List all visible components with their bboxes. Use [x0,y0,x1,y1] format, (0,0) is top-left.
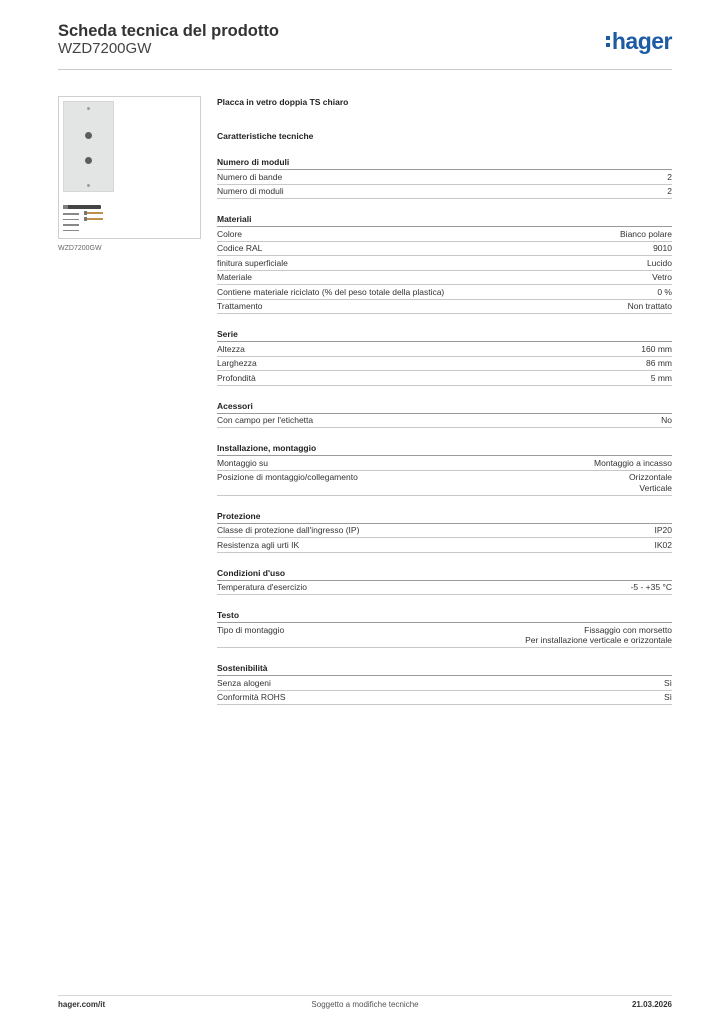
spec-label: Posizione di montaggio/collegamento [217,472,358,482]
spec-row [217,256,672,271]
spec-label: Materiale [217,272,252,282]
spec-label: Contiene materiale riciclato (% del peso totale della plastica) [217,286,445,297]
screw-icon [87,184,90,187]
socket-hole-icon [85,157,92,164]
spec-value-line: IK02 [654,539,672,550]
spec-section [217,510,672,553]
spec-label: Codice RAL [217,243,263,253]
screw-icon [87,107,90,110]
spec-label: Colore [217,228,243,239]
spec-label: Tipo di montaggio [217,624,285,635]
spec-label: Numero di moduli [217,186,284,196]
spec-section [217,328,672,386]
spec-value [667,186,672,197]
spec-label: Trattamento [217,301,263,311]
spec-row [217,342,672,357]
spec-value [667,172,672,183]
spec-label: Altezza [217,343,245,354]
logo-mark-icon [606,36,610,47]
page-header [58,20,672,70]
spec-value-line: Sì [663,677,672,688]
spec-value [628,301,672,312]
spec-label: Numero di bande [217,171,283,182]
spec-content [217,96,672,705]
spec-value [655,540,673,551]
spec-value-line: 5 mm [650,372,672,383]
section-title: Numero di moduli [217,156,672,170]
spec-value-line: Vetro [652,272,672,282]
spec-row [217,676,672,691]
spec-label: Temperatura d'esercizio [217,582,307,592]
section-title: Installazione, montaggio [217,442,672,456]
spec-value [647,258,672,269]
spec-label: Senza alogeni [217,677,271,688]
spec-value [631,582,672,593]
spec-row [217,456,672,471]
image-caption: WZD7200GW [58,245,102,252]
socket-hole-icon [85,132,92,139]
label-lines-icon [63,213,79,235]
spec-section [217,567,672,596]
spec-value-line: Montaggio a incasso [594,457,672,468]
spec-value-line: Bianco polare [620,228,672,239]
footer-website[interactable]: hager.com/it [58,1000,106,1009]
section-title: Serie [217,328,672,342]
spec-label: Conformità ROHS [217,692,286,702]
spec-row [217,623,672,648]
spec-value [655,525,673,536]
spec-section [217,662,672,705]
spec-row [217,524,672,539]
spec-section [217,213,672,314]
spec-sections [217,156,672,705]
section-title: Materiali [217,213,672,227]
spec-label: Con campo per l'etichetta [217,415,314,425]
tech-characteristics-title: Caratteristiche tecniche [217,131,314,141]
spec-row [217,414,672,429]
spec-row [217,581,672,596]
header-divider [58,69,672,70]
spec-value-line: Orizzontale [629,472,672,482]
glass-plate-image [63,101,114,192]
spec-label: Profondità [217,372,256,383]
spec-value-line: 0 % [657,286,672,297]
spec-value [657,287,672,298]
spec-value [651,373,672,384]
spec-label: Classe di protezione dall'ingresso (IP) [217,525,360,535]
spec-value [653,243,672,254]
spec-value [664,692,672,703]
spec-section [217,400,672,429]
spec-value-line: 160 mm [641,343,672,354]
spec-section [217,442,672,496]
spec-row [217,170,672,185]
page-footer [58,995,672,1010]
spec-value-line: 9010 [653,243,672,253]
spec-value-line: Verticale [639,482,672,493]
spec-value [664,678,672,689]
spec-row [217,300,672,315]
screws-icon [85,212,103,224]
section-title: Condizioni d'uso [217,567,672,581]
spec-value [661,415,672,426]
spec-value [594,458,672,469]
spec-row [217,691,672,706]
section-title: Testo [217,609,672,623]
spec-value-line: IP20 [654,525,672,535]
logo-text: hager [611,28,672,54]
spec-label: finitura superficiale [217,257,288,268]
spec-row [217,471,672,496]
spec-section [217,156,672,199]
spec-row [217,185,672,200]
spec-value [641,344,672,355]
spec-row [217,285,672,300]
spec-row [217,242,672,257]
spec-value-line: Lucido [646,257,672,268]
section-title: Sostenibilità [217,662,672,676]
spec-label: Montaggio su [217,457,269,468]
spec-value [629,472,672,493]
hager-logo [606,28,672,55]
document-title: Scheda tecnica del prodotto [58,22,279,40]
product-image [58,96,201,239]
spec-value-line: No [661,415,672,425]
spec-label: Larghezza [217,358,257,368]
spec-value-line: 2 [667,171,672,182]
spec-value-line: 86 mm [646,358,672,368]
spec-row [217,227,672,242]
spec-row [217,538,672,553]
footer-note: Soggetto a modifiche tecniche [311,1000,419,1009]
spec-value [646,358,672,369]
footer-date: 21.03.2026 [631,1000,672,1009]
spec-section [217,609,672,648]
spec-row [217,357,672,372]
spec-value-line: Non trattato [627,301,672,311]
support-bar-icon [63,205,101,209]
spec-value [525,625,672,646]
spec-label: Resistenza agli urti IK [217,539,300,550]
section-title: Protezione [217,510,672,524]
spec-value-line: Per installazione verticale e orizzontale [525,635,672,645]
spec-row [217,271,672,286]
product-name: Placca in vetro doppia TS chiaro [217,97,349,107]
spec-value [620,229,672,240]
spec-value-line: 2 [667,186,672,196]
spec-row [217,371,672,386]
spec-value-line: Sì [663,692,672,702]
product-code: WZD7200GW [58,40,152,57]
section-title: Acessori [217,400,672,414]
spec-value-line: -5 - +35 °C [630,582,672,592]
spec-value-line: Fissaggio con morsetto [584,624,672,635]
spec-value [652,272,672,283]
